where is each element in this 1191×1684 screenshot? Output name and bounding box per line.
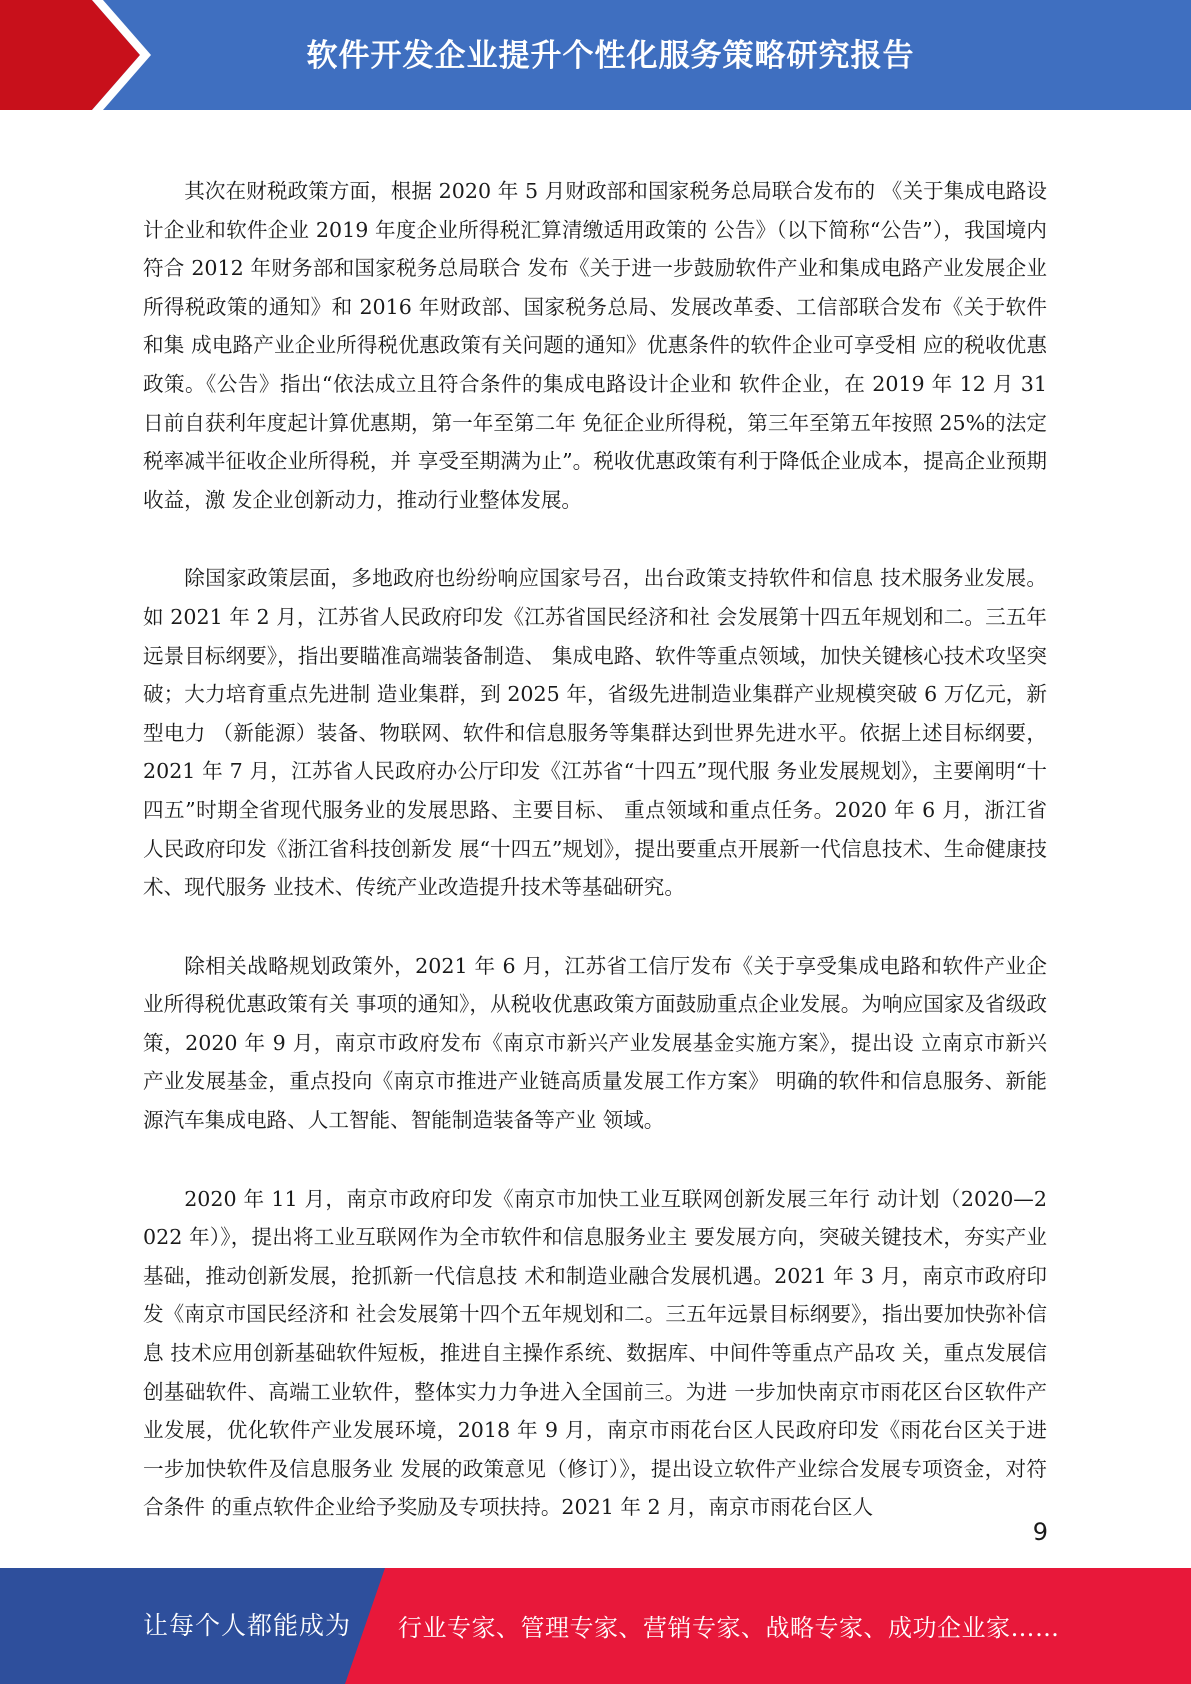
page-number: 9 bbox=[1032, 1518, 1048, 1546]
footer-slogan-right: 行业专家、管理专家、营销专家、战略专家、成功企业家…… bbox=[398, 1614, 1060, 1642]
paragraph-nanjing-policy: 2020 年 11 月，南京市政府印发《南京市加快工业互联网创新发展三年行 动计划（2020—2022 年）》，提出将工业互联网作为全市软件和信息服务业主 要发展方向，突破关键技术，夯实产业基础，推动创新发展，抢抓新一代信息技 术和制造业融合发展机遇。2021 年 3 月，南京市政府印发《南京市国民经济和 社会发展第十四个五年规划和二。三五年远景目标纲要》，指出要加快弥补信息 技术应用创新基础软件短板，推进自主操作系统、数据库、中间件等重点产品攻 关，重点发展信创基础软件、高端工业软件，整体实力力争进入全国前三。为进 一步加快南京市雨花区台区软件产业发展，优化软件产业发展环境，2018 年 9 月，南京市雨花台区人民政府印发《雨花台区关于进一步加快软件及信息服务业 发展的政策意见（修订）》，提出设立软件产业综合发展专项资金，对符合条件 的重点软件企业给予奖励及专项扶持。2021 年 2 月，南京市雨花台区人 bbox=[143, 1186, 1047, 1520]
page-header bbox=[0, 0, 1191, 110]
paragraph-fiscal-tax-policy: 其次在财税政策方面，根据 2020 年 5 月财政部和国家税务总局联合发布的 《关于集成电路设计企业和软件企业 2019 年度企业所得税汇算清缴适用政策的 公告》（以下简称“公告”），我国境内符合 2012 年财务部和国家税务总局联合 发布《关于进一步鼓励软件产业和集成电路产业发展企业所得税政策的通知》和 2016 年财政部、国家税务总局、发展改革委、工信部联合发布《关于软件和集 成电路产业企业所得税优惠政策有关问题的通知》优惠条件的软件企业可享受相 应的税收优惠政策。《公告》指出“依法成立且符合条件的集成电路设计企业和 软件企业，在 2019 年 12 月 31 日前自获利年度起计算优惠期，第一年至第二年 免征企业所得税，第三年至第五年按照 25%的法定税率减半征收企业所得税，并 享受至期满为止”。税收优惠政策有利于降低企业成本，提高企业预期收益，激 发企业创新动力，推动行业整体发展。 bbox=[143, 179, 1047, 512]
footer-slogan-left: 让每个人都能成为 bbox=[143, 1611, 352, 1640]
report-title: 软件开发企业提升个性化服务策略研究报告 bbox=[306, 38, 915, 74]
paragraph-local-government-policy: 除国家政策层面，多地政府也纷纷响应国家号召，出台政策支持软件和信息 技术服务业发展。如 2021 年 2 月，江苏省人民政府印发《江苏省国民经济和社 会发展第十四五年规划和二。三五年远景目标纲要》，指出要瞄准高端装备制造、 集成电路、软件等重点领域，加快关键核心技术攻坚突破；大力培育重点先进制 造业集群，到 2025 年，省级先进制造业集群产业规模突破 6 万亿元，新型电力 （新能源）装备、物联网、软件和信息服务等集群达到世界先进水平。依据上述目标纲要，2021 年 7 月，江苏省人民政府办公厅印发《江苏省“十四五”现代服 务业发展规划》，主要阐明“十四五”时期全省现代服务业的发展思路、主要目标、 重点领域和重点任务。2020 年 6 月，浙江省人民政府印发《浙江省科技创新发 展“十四五”规划》，提出要重点开展新一代信息技术、生命健康技术、现代服务 业技术、传统产业改造提升技术等基础研究。 bbox=[143, 566, 1047, 900]
page-footer bbox=[0, 1568, 1191, 1684]
document-body bbox=[143, 172, 1047, 1567]
paragraph-strategic-planning-policy: 除相关战略规划政策外，2021 年 6 月，江苏省工信厅发布《关于享受集成电路和软件产业企业所得税优惠政策有关 事项的通知》，从税收优惠政策方面鼓励重点企业发展。为响应国家及省级政策，2020 年 9 月，南京市政府发布《南京市新兴产业发展基金实施方案》，提出设 立南京市新兴产业发展基金，重点投向《南京市推进产业链高质量发展工作方案》 明确的软件和信息服务、新能源汽车集成电路、人工智能、智能制造装备等产业 领域。 bbox=[143, 953, 1047, 1133]
